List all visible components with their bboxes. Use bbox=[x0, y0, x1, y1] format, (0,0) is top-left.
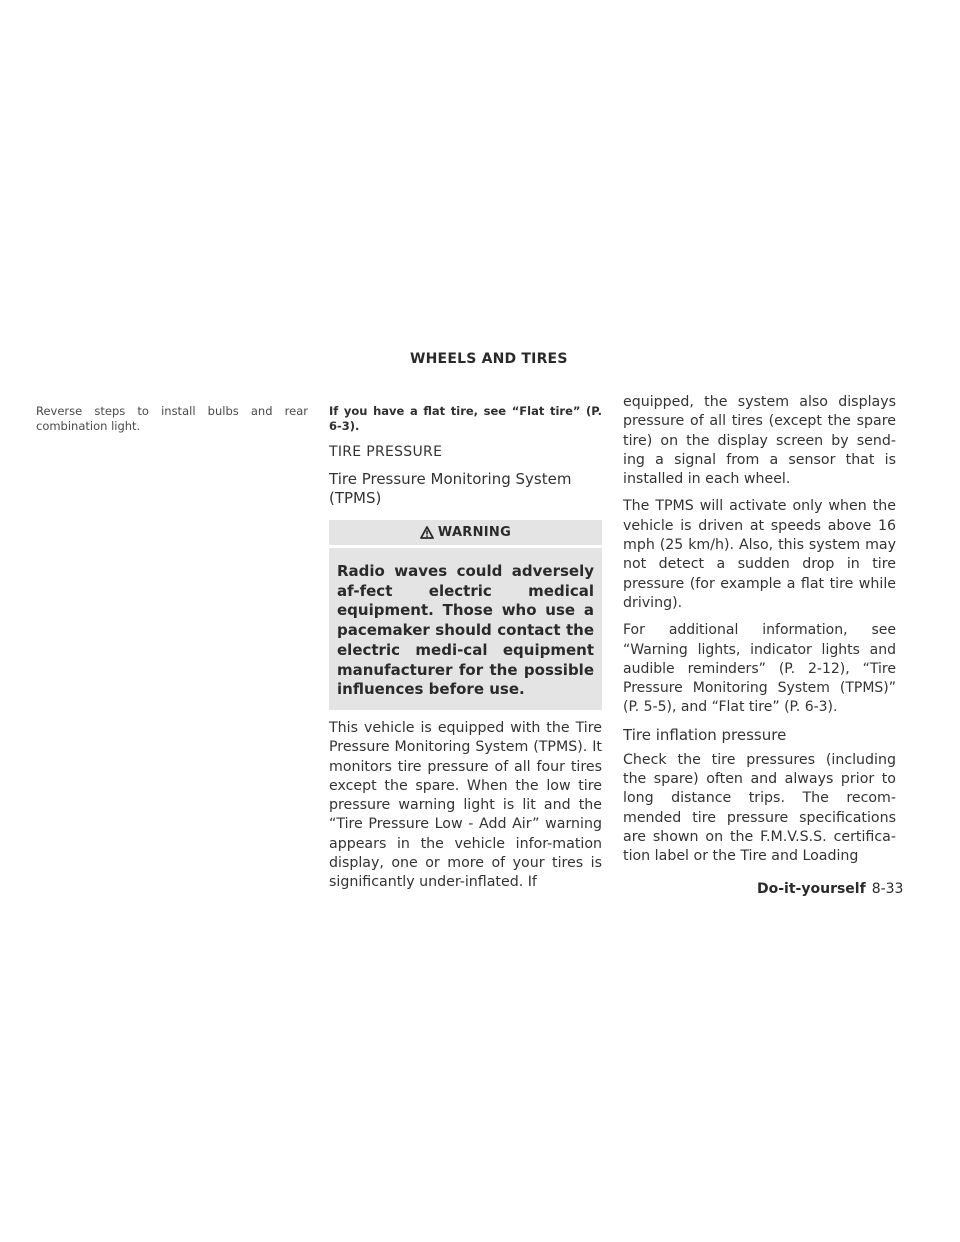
flat-tire-note: If you have a flat tire, see “Flat tire” (P. 6-3). bbox=[329, 404, 602, 433]
tpms-paragraph-4: For additional information, see “Warning lights, indicator lights and audible reminders” (P. 2-12), “Tire Pressure Monitoring System (TPMS)” (P. 5-5), and “Flat tire” (P. 6-3). bbox=[623, 622, 896, 716]
page-footer bbox=[757, 881, 903, 897]
section-title: WHEELS AND TIRES bbox=[410, 351, 568, 367]
warning-triangle-icon bbox=[420, 526, 434, 539]
column-3 bbox=[623, 394, 896, 875]
column-1-text: Reverse steps to install bulbs and rear combination light. bbox=[36, 404, 308, 433]
tpms-paragraph-3: The TPMS will activate only when the vehicle is driven at speeds above 16 mph (25 km/h). Also, this system may not detect a sudden drop in tire pressure (for example a flat tire while driving). bbox=[623, 498, 896, 611]
warning-body: Radio waves could adversely af-fect electric medical equipment. Those who use a pacemaker should contact the electric medi-cal equipment manufacturer for the possible influences before use. bbox=[337, 562, 594, 699]
tpms-paragraph-1: This vehicle is equipped with the Tire Pressure Monitoring System (TPMS). It monitors tire pressure of all four tires except the spare. When the low tire pressure warning light is lit and the “Tire Pressure Low - Add Air” warning appears in the vehicle infor-mation display, one or more of your tires is significantly under-inflated. If bbox=[329, 719, 602, 891]
inflation-paragraph: Check the tire pressures (including the spare) often and always prior to long distance trips. The recom-mended tire pressure specifications are shown on the F.M.V.S.S. certifica-tion label or the Tire and Loading bbox=[623, 751, 896, 865]
page-number: 8-33 bbox=[871, 881, 904, 897]
tpms-paragraph-2: equipped, the system also displays pressure of all tires (except the spare tire) on the display screen by send-ing a signal from a sensor that is installed in each wheel. bbox=[623, 394, 896, 488]
column-1 bbox=[36, 404, 308, 434]
warning-title: WARNING bbox=[437, 525, 512, 540]
heading-tpms: Tire Pressure Monitoring System (TPMS) bbox=[329, 470, 572, 507]
column-2 bbox=[329, 404, 602, 901]
footer-section: Do-it-yourself bbox=[757, 881, 866, 897]
heading-tire-inflation: Tire inflation pressure bbox=[623, 725, 787, 744]
warning-box bbox=[329, 520, 602, 710]
heading-tire-pressure: TIRE PRESSURE bbox=[329, 444, 443, 460]
warning-header bbox=[329, 520, 602, 548]
